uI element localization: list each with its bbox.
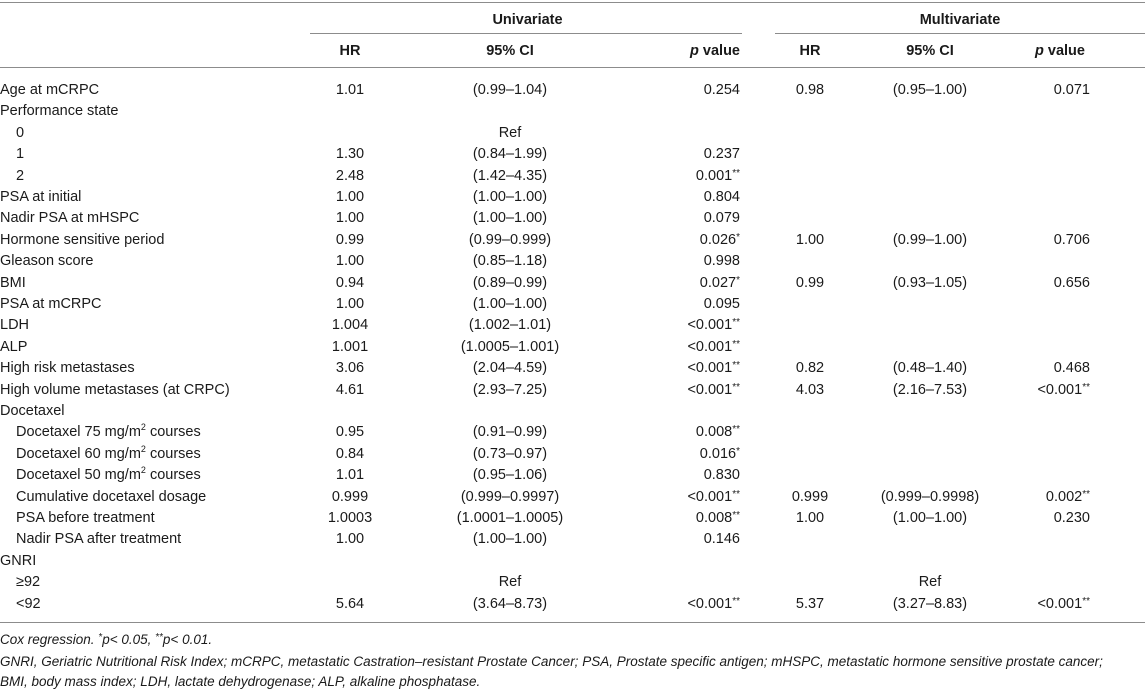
footnote-abbrev-1: GNRI, Geriatric Nutritional Risk Index; mCRPC, metastatic Castration–resistant Prostate Cancer; PSA, Prostate specific antigen; mHSPC, metastatic hormone sensitive prostate cancer; [0, 654, 1103, 669]
multi-ci-cell: (0.99–1.00) [892, 231, 968, 248]
uni-p-cell: <0.001** [687, 317, 740, 334]
uni-p-header: p value [690, 43, 740, 59]
uni-ci-cell: (2.93–7.25) [472, 381, 548, 398]
univariate-underline [310, 33, 742, 34]
uni-hr-cell: 1.00 [335, 296, 365, 312]
multivariate-underline [775, 33, 1145, 34]
superscript: 2 [140, 465, 146, 476]
uni-hr-cell: 0.84 [335, 445, 365, 462]
multi-ci-cell: (0.48–1.40) [892, 360, 968, 377]
multi-hr-cell: 0.98 [795, 82, 825, 98]
row-label: Docetaxel 50 $mg/m^2$ courses [16, 465, 201, 484]
uni-ci-cell: (1.42–4.35) [472, 167, 548, 184]
uni-p-cell: 0.016* [699, 445, 740, 462]
row-label: Docetaxel 60 $mg/m^2$ courses [16, 443, 201, 462]
uni-ci-cell: Ref [498, 574, 522, 591]
uni-ci-cell: (1.00–1.00) [472, 296, 548, 312]
significance-marker: * [736, 274, 740, 286]
uni-hr-header: HR [339, 43, 361, 59]
significance-marker: ** [1082, 381, 1090, 393]
multi-hr-cell: 0.82 [795, 360, 825, 377]
uni-ci-cell: (0.89–0.99) [472, 274, 548, 291]
multi-hr-cell: 0.999 [791, 488, 829, 505]
uni-hr-cell: 0.99 [335, 231, 365, 248]
footnote-abbrev-2: BMI, body mass index; LDH, lactate dehydrogenase; ALP, alkaline phosphatase. [0, 674, 481, 689]
uni-ci-cell: (0.95–1.06) [472, 467, 548, 484]
uni-p-cell: 0.008** [695, 424, 740, 441]
uni-hr-cell: 1.00 [335, 210, 365, 227]
row-label: Performance state [0, 103, 119, 120]
row-label: High volume metastases (at CRPC) [0, 381, 230, 398]
significance-marker: ** [732, 595, 740, 607]
uni-p-cell: 0.027* [699, 274, 740, 291]
significance-marker: * [736, 445, 740, 457]
uni-p-cell: 0.254 [703, 82, 740, 98]
multi-ci-cell: (3.27–8.83) [892, 595, 968, 612]
row-label: Gleason score [0, 253, 94, 270]
uni-ci-cell: (0.99–1.04) [472, 82, 548, 98]
row-label: PSA before treatment [16, 510, 155, 526]
uni-ci-cell: (0.85–1.18) [472, 253, 548, 270]
row-label: Docetaxel 75 $mg/m^2$ courses [16, 422, 201, 441]
uni-ci-cell: (0.91–0.99) [472, 424, 548, 441]
uni-hr-cell: 0.999 [331, 488, 369, 505]
superscript: 2 [140, 443, 146, 454]
uni-p-cell: <0.001** [687, 488, 740, 505]
uni-hr-cell: 1.004 [331, 317, 369, 334]
uni-hr-cell: 1.01 [335, 467, 365, 484]
uni-hr-cell: 0.95 [335, 424, 365, 441]
uni-p-cell: <0.001** [687, 381, 740, 398]
significance-marker: ** [732, 381, 740, 393]
uni-hr-cell: 4.61 [335, 381, 365, 398]
multi-hr-cell: 1.00 [795, 510, 825, 526]
multivariate-header: Multivariate [919, 12, 1001, 28]
multi-ci-cell: (0.999–0.9998) [880, 488, 980, 505]
uni-p-cell: 0.146 [703, 531, 740, 548]
multi-hr-cell: 4.03 [795, 381, 825, 398]
multi-ci-cell: (0.93–1.05) [892, 274, 968, 291]
uni-p-cell: <0.001** [687, 338, 740, 355]
multi-ci-cell: (0.95–1.00) [892, 82, 968, 98]
row-label: <92 [16, 595, 41, 612]
uni-ci-cell: Ref [498, 124, 522, 141]
uni-hr-cell: 3.06 [335, 360, 365, 377]
significance-marker: ** [732, 167, 740, 179]
uni-ci-cell: (0.999–0.9997) [460, 488, 560, 505]
uni-p-cell: 0.001** [695, 167, 740, 184]
significance-marker: * [736, 231, 740, 243]
row-label: PSA at initial [0, 189, 82, 205]
row-label: Nadir PSA at mHSPC [0, 210, 140, 227]
row-label: 1 [16, 146, 25, 163]
uni-hr-cell: 1.00 [335, 253, 365, 270]
significance-marker: ** [732, 510, 740, 521]
multi-p-cell: 0.002** [1045, 488, 1090, 505]
significance-marker: ** [732, 360, 740, 372]
multi-p-cell: <0.001** [1037, 595, 1090, 612]
footnote-cox: Cox regression. *p< 0.05, **p< 0.01. [0, 632, 213, 647]
uni-hr-cell: 1.30 [335, 146, 365, 163]
uni-ci-cell: (1.00–1.00) [472, 210, 548, 227]
uni-p-cell: <0.001** [687, 360, 740, 377]
significance-marker: ** [1082, 595, 1090, 607]
uni-hr-cell: 1.00 [335, 531, 365, 548]
significance-marker: ** [1082, 488, 1090, 500]
uni-ci-cell: (1.0005–1.001) [460, 338, 560, 355]
uni-hr-cell: 0.94 [335, 274, 365, 291]
superscript: 2 [140, 422, 146, 433]
significance-marker: ** [732, 338, 740, 350]
uni-ci-cell: (2.04–4.59) [472, 360, 548, 377]
significance-marker: ** [732, 424, 740, 436]
univariate-header: Univariate [492, 12, 563, 28]
uni-ci-cell: (0.84–1.99) [472, 146, 548, 163]
multi-p-cell: <0.001** [1037, 381, 1090, 398]
row-label: ≥92 [16, 574, 41, 591]
top-rule [0, 2, 1145, 3]
uni-ci-cell: (1.00–1.00) [472, 189, 548, 205]
multi-hr-cell: 0.99 [795, 274, 825, 291]
row-label: GNRI [0, 552, 37, 569]
row-label: ALP [0, 338, 28, 355]
uni-hr-cell: 1.01 [335, 82, 365, 98]
uni-p-cell: <0.001** [687, 595, 740, 612]
multi-p-cell: 0.706 [1053, 231, 1090, 248]
row-label: 2 [16, 167, 25, 184]
multi-ci-cell: (2.16–7.53) [892, 381, 968, 398]
uni-p-cell: 0.804 [703, 189, 740, 205]
uni-p-cell: 0.079 [703, 210, 740, 227]
multi-hr-cell: 1.00 [795, 231, 825, 248]
multi-ci-cell: Ref [918, 574, 942, 591]
uni-p-cell: 0.237 [703, 146, 740, 163]
multi-hr-cell: 5.37 [795, 595, 825, 612]
multi-p-header: p value [1035, 43, 1085, 59]
uni-p-cell: 0.998 [703, 253, 740, 270]
uni-hr-cell: 2.48 [335, 167, 365, 184]
row-label: High risk metastases [0, 360, 135, 377]
uni-hr-cell: 5.64 [335, 595, 365, 612]
multi-ci-header: 95% CI [906, 43, 954, 59]
uni-hr-cell: 1.0003 [327, 510, 373, 526]
uni-ci-cell: (0.73–0.97) [472, 445, 548, 462]
multi-hr-header: HR [799, 43, 821, 59]
uni-ci-cell: (0.99–0.999) [468, 231, 552, 248]
row-label: PSA at mCRPC [0, 296, 102, 312]
uni-p-cell: 0.026* [699, 231, 740, 248]
row-label: Nadir PSA after treatment [16, 531, 182, 548]
uni-ci-cell: (1.00–1.00) [472, 531, 548, 548]
multi-p-cell: 0.230 [1053, 510, 1090, 526]
header-rule [0, 67, 1145, 68]
uni-ci-header: 95% CI [486, 43, 534, 59]
uni-p-cell: 0.830 [703, 467, 740, 484]
significance-marker: ** [732, 317, 740, 329]
multi-p-cell: 0.071 [1053, 82, 1090, 98]
uni-ci-cell: (1.0001–1.0005) [456, 510, 564, 526]
uni-hr-cell: 1.00 [335, 189, 365, 205]
significance-marker: ** [732, 488, 740, 500]
row-label: Cumulative docetaxel dosage [16, 488, 207, 505]
multi-p-cell: 0.468 [1053, 360, 1090, 377]
uni-hr-cell: 1.001 [331, 338, 369, 355]
uni-ci-cell: (1.002–1.01) [468, 317, 552, 334]
row-label: Hormone sensitive period [0, 231, 165, 248]
bottom-rule [0, 622, 1145, 623]
row-label: 0 [16, 124, 25, 141]
uni-p-cell: 0.095 [703, 296, 740, 312]
uni-p-cell: 0.008** [695, 510, 740, 526]
row-label: Docetaxel [0, 403, 65, 419]
row-label: BMI [0, 274, 26, 291]
row-label: Age at mCRPC [0, 82, 100, 98]
multi-p-cell: 0.656 [1053, 274, 1090, 291]
multi-ci-cell: (1.00–1.00) [892, 510, 968, 526]
uni-ci-cell: (3.64–8.73) [472, 595, 548, 612]
row-label: LDH [0, 317, 30, 334]
